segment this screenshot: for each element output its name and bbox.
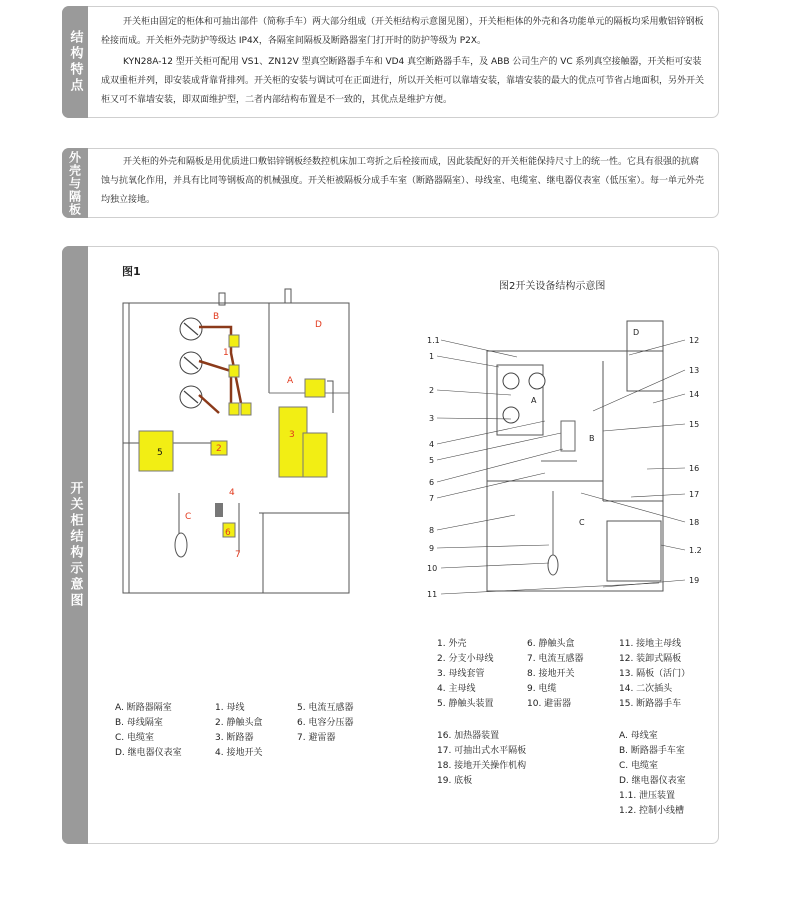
section-structure-diagram: [62, 246, 719, 844]
fig2-callout-19: 19: [689, 576, 700, 585]
fig2-callout-13: 13: [689, 366, 700, 375]
fig1-label-C: C: [185, 512, 192, 522]
section-side-label: 开关柜结构示意图: [67, 481, 83, 609]
legend-item: 16. 加热器装置: [437, 731, 500, 741]
fig2-callout-1.1: 1.1: [427, 336, 440, 345]
fig2-label-B: B: [589, 434, 595, 443]
fig1-label-4: 4: [229, 488, 235, 498]
legend-item: 18. 接地开关操作机构: [437, 761, 527, 771]
legend-item: 10. 避雷器: [527, 699, 572, 709]
figure2-title: 图2开关设备结构示意图: [499, 281, 606, 292]
section-structure-features: [62, 6, 719, 118]
fig2-callout-1.2: 1.2: [689, 546, 702, 555]
fig2-callout-18: 18: [689, 518, 700, 527]
legend-item: 5. 静触头装置: [437, 699, 494, 709]
fig2-label-A: A: [531, 396, 537, 405]
fig2-callout-4: 4: [429, 440, 435, 449]
fig2-callout-7: 7: [429, 494, 435, 503]
figure1-legend-col3: [297, 701, 353, 746]
fig2-callout-11: 11: [427, 590, 438, 599]
fig2-callout-8: 8: [429, 526, 435, 535]
legend-item: B. 母线隔室: [115, 718, 163, 728]
fig2-callout-6: 6: [429, 478, 435, 487]
legend-item: 3. 断路器: [215, 733, 254, 743]
section-shell-and-partitions: [62, 148, 719, 218]
figure2-legend-right: [619, 729, 686, 819]
legend-item: C. 电缆室: [115, 733, 155, 743]
legend-item: 13. 隔板（活门）: [619, 669, 691, 679]
legend-item: 9. 电缆: [527, 684, 557, 694]
fig2-callout-17: 17: [689, 490, 700, 499]
legend-item: 2. 静触头盒: [215, 718, 263, 728]
fig2-callout-2: 2: [429, 386, 435, 395]
section-side-bar: [62, 148, 88, 218]
fig2-callout-15: 15: [689, 420, 700, 429]
legend-item: 5. 电流互感器: [297, 703, 354, 713]
legend-item: 1.2. 控制小线槽: [619, 806, 685, 816]
legend-item: 1. 母线: [215, 703, 245, 713]
figure2-legend-col3: [619, 637, 690, 712]
legend-item: 2. 分支小母线: [437, 654, 494, 664]
section-body: [101, 153, 704, 210]
figure2-legend-col2: [527, 637, 583, 712]
fig2-label-C: C: [579, 518, 585, 527]
legend-item: 17. 可抽出式水平隔板: [437, 746, 527, 756]
fig1-label-B: B: [213, 312, 220, 322]
legend-item: 4. 主母线: [437, 684, 476, 694]
legend-item: 3. 母线套管: [437, 669, 485, 679]
figure2-diagram: [427, 301, 717, 611]
paragraph: KYN28A-12 型开关柜可配用 VS1、ZN12V 型真空断路器手车和 VD4 真空断路器手车，及 ABB 公司生产的 VC 系列真空接触器，开关柜可安装成双重柜并列，即安装成背靠背排列。开关柜的安装与调试可在正面进行，所以开关柜可以靠墙安装，靠墙安装的最大的优点可节省占地面积，另外开关柜又可不靠墙安装，即双面维护型，二者内部结构布置是不一致的，其优点是维护方便。: [101, 57, 705, 105]
legend-item: 7. 电流互感器: [527, 654, 584, 664]
legend-item: D. 继电器仪表室: [115, 748, 182, 758]
legend-item: A. 母线室: [619, 731, 658, 741]
figure1-title: 图1: [122, 265, 141, 278]
section-body: [101, 13, 704, 110]
figure1-legend-col1: [115, 701, 182, 761]
fig1-label-1: 1: [223, 348, 229, 358]
fig2-callout-5: 5: [429, 456, 435, 465]
legend-item: 14. 二次插头: [619, 684, 673, 694]
figure1-diagram: [119, 283, 359, 603]
fig1-label-D: D: [315, 320, 322, 330]
legend-item: 6. 静触头盒: [527, 639, 575, 649]
legend-item: 1.1. 泄压装置: [619, 791, 676, 801]
fig1-label-2: 2: [216, 444, 222, 454]
paragraph: 开关柜由固定的柜体和可抽出部件（简称手车）两大部分组成（开关柜结构示意图见图），开关柜柜体的外壳和各功能单元的隔板均采用敷铝锌钢板栓接而成。开关柜外壳防护等级达 IP4X，各隔室间隔板及断路器室门打开时的防护等级为 P2X。: [101, 17, 704, 46]
figure1-legend-col2: [215, 701, 262, 761]
figure2-legend-col1: [437, 637, 493, 712]
legend-item: B. 断路器手车室: [619, 746, 685, 756]
fig2-label-D: D: [633, 328, 640, 337]
legend-item: A. 断路器隔室: [115, 703, 172, 713]
legend-item: 4. 接地开关: [215, 748, 263, 758]
section-side-label: 结构特点: [67, 30, 83, 94]
legend-item: 15. 断路器手车: [619, 699, 682, 709]
fig2-callout-1: 1: [429, 352, 435, 361]
section-side-bar: [62, 6, 88, 118]
paragraph: 开关柜的外壳和隔板是用优质进口敷铝锌钢板经数控机床加工弯折之后栓接而成，因此装配好的开关柜能保持尺寸上的统一性。它具有很强的抗腐蚀与抗氧化作用，并具有比同等钢板高的机械强度。开关柜被隔板分成手车室（断路器隔室）、母线室、电缆室、继电器仪表室（低压室）。每一单元外壳均独立接地。: [101, 157, 705, 205]
legend-item: 8. 接地开关: [527, 669, 575, 679]
legend-item: 1. 外壳: [437, 639, 467, 649]
fig2-callout-12: 12: [689, 336, 700, 345]
legend-item: 7. 避雷器: [297, 733, 336, 743]
fig2-callout-9: 9: [429, 544, 435, 553]
legend-item: 11. 接地主母线: [619, 639, 682, 649]
fig1-label-5: 5: [157, 448, 163, 458]
legend-item: 19. 底板: [437, 776, 473, 786]
fig2-callout-10: 10: [427, 564, 438, 573]
fig2-callout-3: 3: [429, 414, 435, 423]
figure2-legend-extra: [437, 729, 526, 789]
fig2-callout-14: 14: [689, 390, 700, 399]
fig2-callout-16: 16: [689, 464, 700, 473]
fig1-label-7: 7: [235, 550, 241, 560]
fig1-label-6: 6: [225, 528, 231, 538]
section-side-bar: [62, 246, 88, 844]
legend-item: 12. 装卸式隔板: [619, 654, 682, 664]
legend-item: D. 继电器仪表室: [619, 776, 686, 786]
fig1-label-3: 3: [289, 430, 295, 440]
legend-item: 6. 电容分压器: [297, 718, 354, 728]
section-side-label: 外壳与隔板: [67, 150, 82, 216]
legend-item: C. 电缆室: [619, 761, 659, 771]
fig1-label-A: A: [287, 376, 294, 386]
